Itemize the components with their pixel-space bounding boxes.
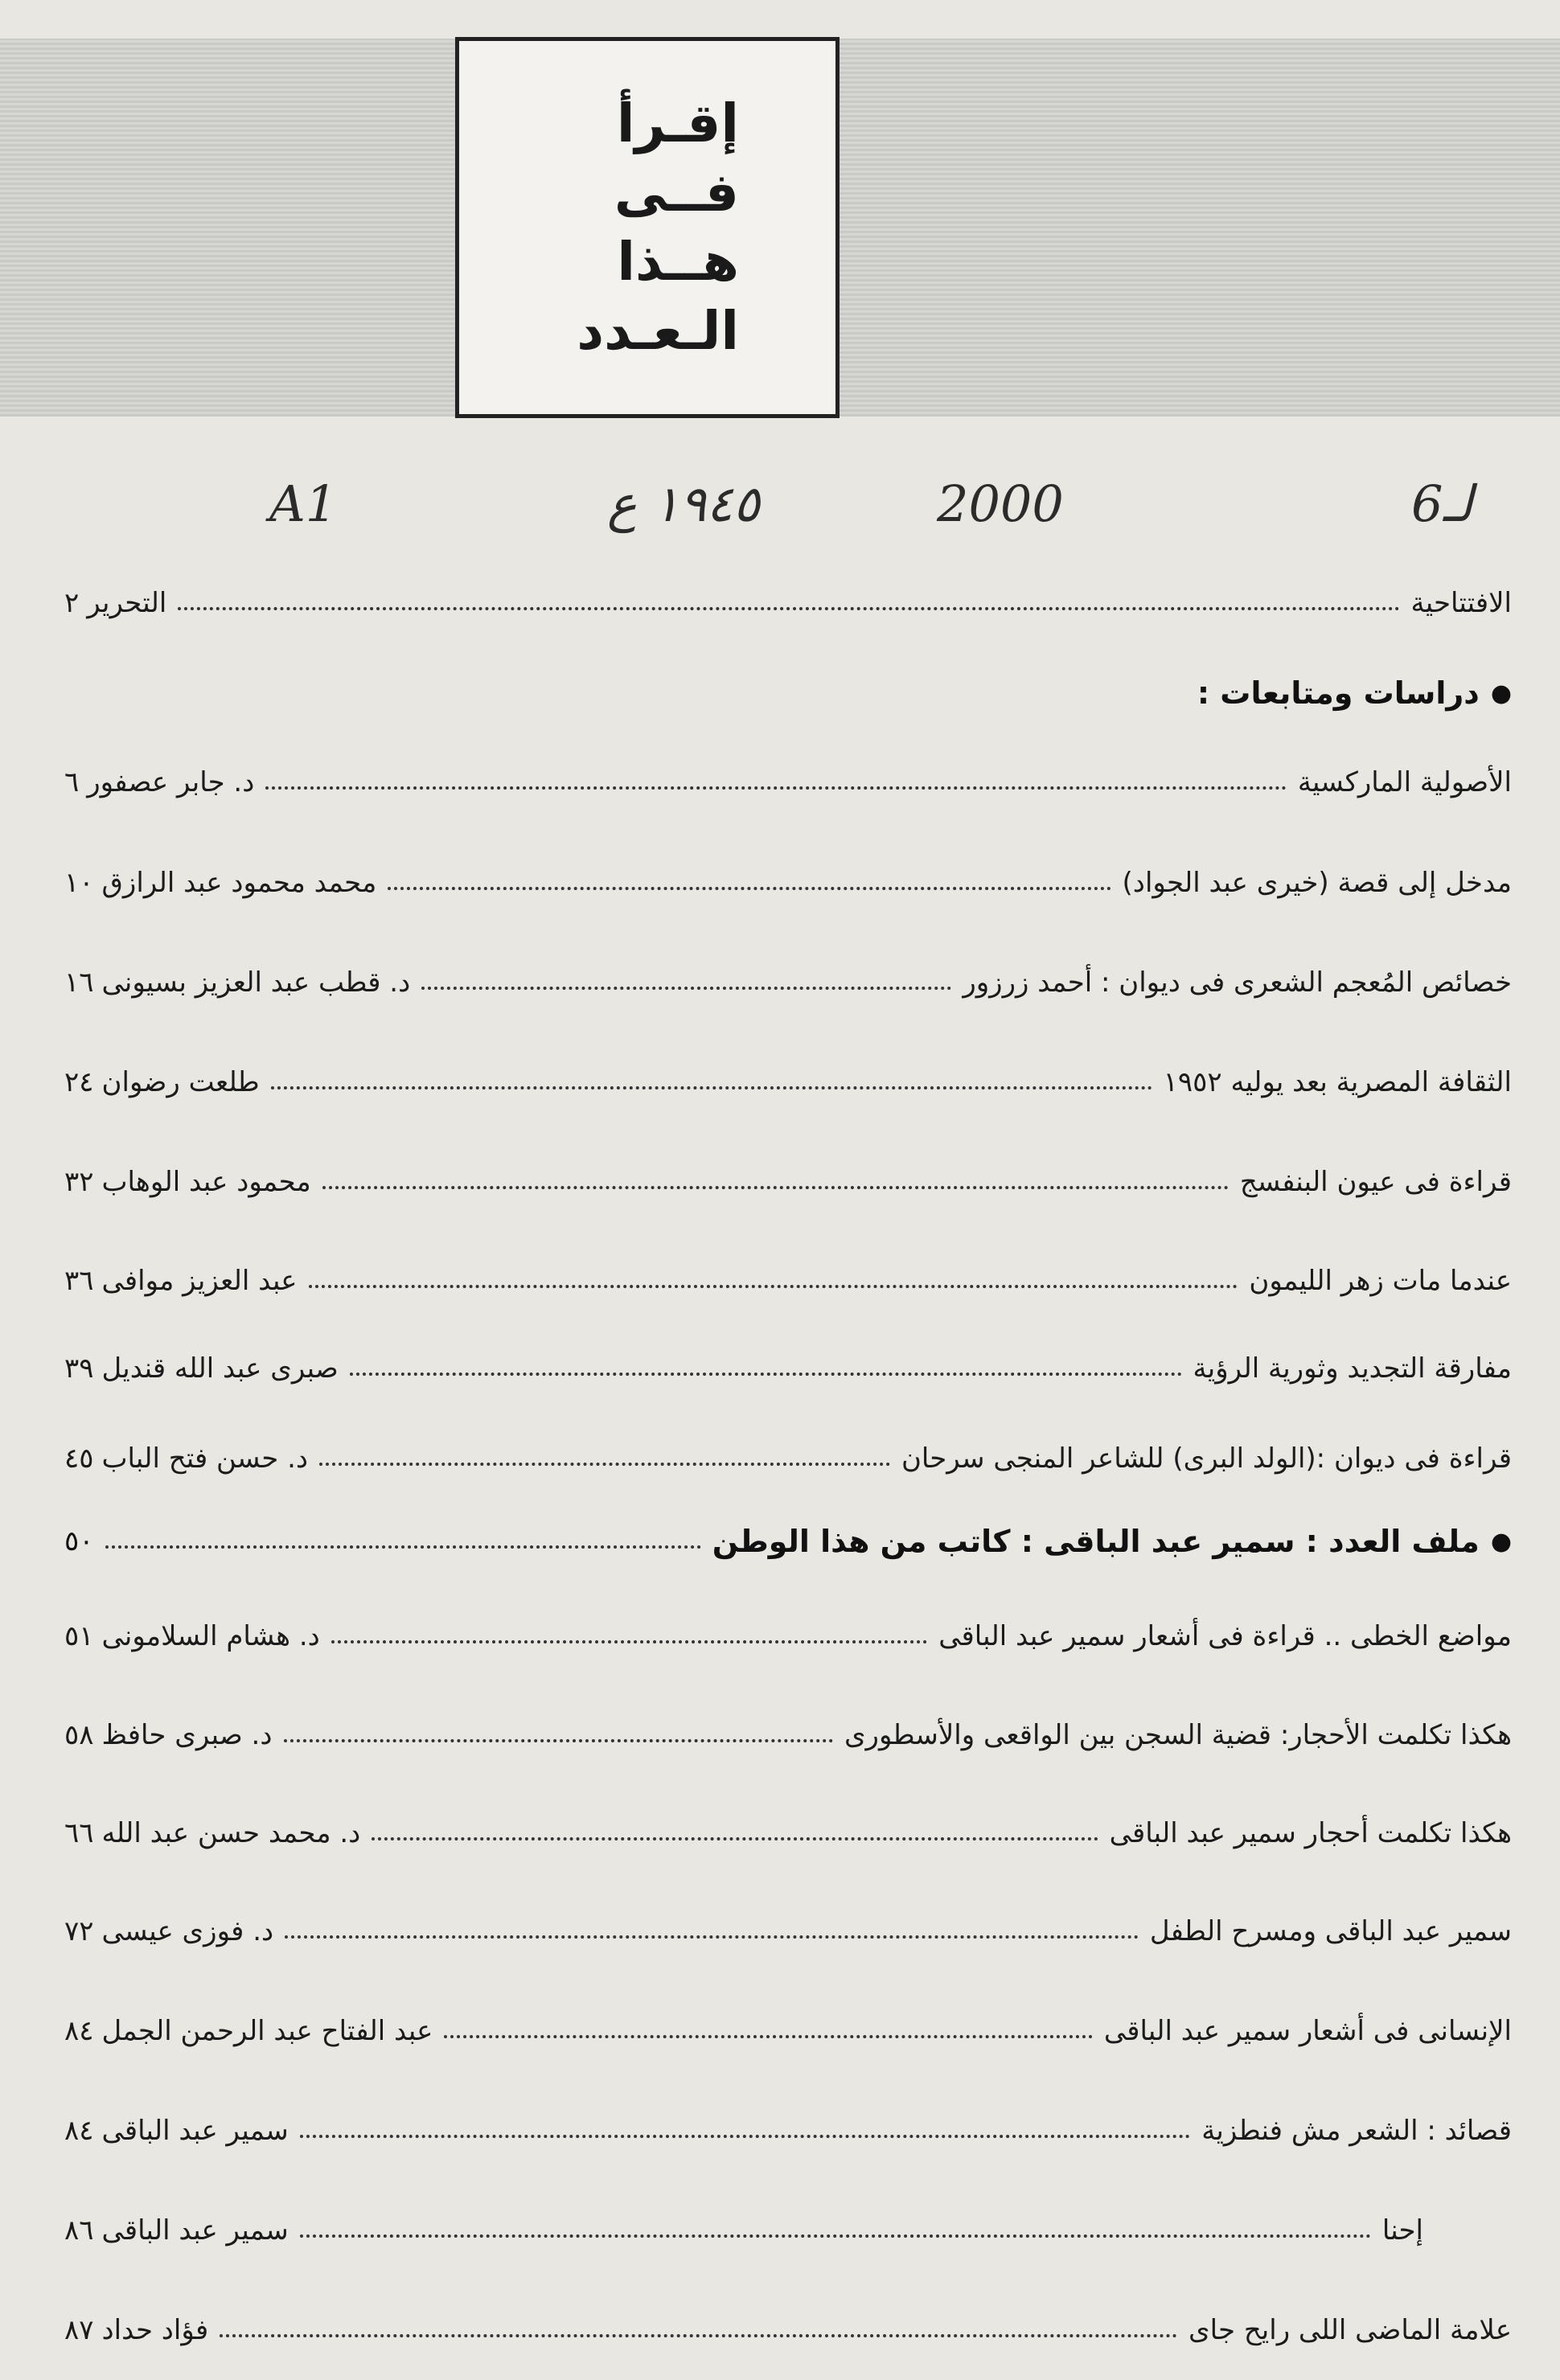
toc-row [64, 958, 1512, 1007]
toc-row [64, 1434, 1512, 1483]
toc-row [64, 1344, 1512, 1393]
toc-page: ٢٤ [64, 1066, 94, 1098]
toc-page: ٦٦ [64, 1817, 94, 1849]
toc-author: التحرير [87, 587, 167, 619]
leader-dots [421, 987, 951, 990]
toc-title: قراءة فى ديوان :(الولد البرى) للشاعر المنجى سرحان [901, 1442, 1512, 1475]
leader-dots [220, 2334, 1177, 2337]
leader-dots [284, 1739, 833, 1742]
toc-page: ٤٥ [64, 1442, 94, 1475]
leader-dots [319, 1463, 890, 1466]
leader-dots [350, 1373, 1182, 1376]
toc-title: مدخل إلى قصة (خيرى عبد الجواد) [1122, 867, 1512, 899]
toc-author: د. صبرى حافظ [101, 1719, 273, 1751]
toc-row [64, 1907, 1512, 1955]
leader-dots [271, 1086, 1152, 1089]
toc-title: خصائص المُعجم الشعرى فى ديوان : أحمد زرزور [963, 966, 1512, 999]
toc-row [64, 2306, 1512, 2354]
toc-page: ١٦ [64, 966, 94, 999]
toc-page: ٥١ [64, 1620, 94, 1652]
toc-row [64, 1809, 1512, 1857]
toc-page: ٥٨ [64, 1719, 94, 1751]
section-heading-dossier [64, 1516, 1512, 1567]
leader-dots [309, 1285, 1238, 1288]
toc-row [64, 2007, 1512, 2055]
toc-row [64, 1612, 1512, 1660]
toc-page: ٧٢ [64, 1915, 94, 1947]
toc-page: ٢ [64, 587, 80, 619]
issue-title-box [455, 37, 840, 418]
toc-row [64, 1711, 1512, 1759]
toc-author: محمود عبد الوهاب [101, 1166, 311, 1198]
title-line-3: هــذا [617, 231, 739, 293]
toc-title: قصائد : الشعر مش فنطزية [1201, 2115, 1512, 2147]
toc-author: د. فوزى عيسى [101, 1915, 274, 1947]
toc-row [64, 1257, 1512, 1305]
toc-row [64, 2107, 1512, 2155]
section-title: دراسات ومتابعات : [1197, 675, 1480, 711]
toc-row [64, 1058, 1512, 1106]
toc-page: ٨٤ [64, 2015, 94, 2047]
leader-dots [105, 1545, 701, 1549]
bullet-icon: ● [1490, 679, 1512, 708]
leader-dots [331, 1640, 927, 1643]
toc-author: سمير عبد الباقى [101, 2115, 289, 2147]
toc-page: ٣٦ [64, 1265, 94, 1297]
leader-dots [285, 1935, 1139, 1939]
leader-dots [178, 607, 1399, 610]
toc-title: هكذا تكلمت أحجار سمير عبد الباقى [1109, 1817, 1512, 1849]
toc-title: سمير عبد الباقى ومسرح الطفل [1149, 1915, 1512, 1947]
toc-title: إحنا [1381, 2214, 1423, 2247]
toc-author: طلعت رضوان [101, 1066, 260, 1098]
handwritten-year: 2000 [937, 474, 1064, 533]
section-title: ملف العدد : سمير عبد الباقى : كاتب من هذا الوطن [712, 1524, 1480, 1559]
leader-dots [300, 2234, 1371, 2238]
title-line-2: فــى [614, 162, 739, 224]
toc-page: ١٠ [64, 867, 94, 899]
toc-title: الأصولية الماركسية [1297, 766, 1512, 798]
toc-page: ٦ [64, 766, 80, 798]
toc-author: سمير عبد الباقى [101, 2214, 289, 2247]
toc-row [64, 2206, 1512, 2255]
section-heading-studies [64, 667, 1512, 719]
toc-row [64, 758, 1512, 806]
leader-dots [372, 1837, 1098, 1840]
title-line-4: الـعـدد [577, 300, 739, 362]
leader-dots [265, 786, 1286, 790]
toc-title: مفارقة التجديد وثورية الرؤية [1193, 1352, 1512, 1385]
leader-dots [388, 887, 1110, 890]
title-line-1: إقـرأ [616, 92, 739, 154]
toc-author: صبرى عبد الله قنديل [101, 1352, 339, 1385]
toc-title: هكذا تكلمت الأحجار: قضية السجن بين الواقعى والأسطورى [844, 1719, 1512, 1751]
toc-author: فؤاد حداد [101, 2314, 209, 2346]
toc-page: ٨٤ [64, 2115, 94, 2147]
toc-author: عبد الفتاح عبد الرحمن الجمل [101, 2015, 433, 2047]
toc-page: ٣٢ [64, 1166, 94, 1198]
toc-title: الإنسانى فى أشعار سمير عبد الباقى [1103, 2015, 1512, 2047]
toc-page: ٨٦ [64, 2214, 94, 2247]
toc-author: د. جابر عصفور [87, 766, 255, 798]
toc-page: ٣٩ [64, 1352, 94, 1385]
toc-author: د. محمد حسن عبد الله [101, 1817, 361, 1849]
toc-title: عندما مات زهر الليمون [1249, 1265, 1512, 1297]
toc-title: الثقافة المصرية بعد يوليه ١٩٥٢ [1163, 1066, 1512, 1098]
toc-title: قراءة فى عيون البنفسج [1239, 1166, 1512, 1198]
toc-row-opening [64, 579, 1512, 627]
toc-author: محمد محمود عبد الرازق [101, 867, 377, 899]
toc-title: مواضع الخطى .. قراءة فى أشعار سمير عبد الباقى [938, 1620, 1512, 1652]
handwritten-right: 6لـ [1411, 474, 1473, 533]
toc-title: الافتتاحية [1410, 587, 1512, 619]
bullet-icon: ● [1490, 1527, 1512, 1556]
leader-dots [300, 2135, 1190, 2138]
toc-author: عبد العزيز موافى [101, 1265, 298, 1297]
toc-row [64, 859, 1512, 907]
handwritten-code: ١٩٤٥ ع [607, 474, 760, 533]
toc-author: د. قطب عبد العزيز بسيونى [101, 966, 411, 999]
toc-page: ٨٧ [64, 2314, 94, 2346]
toc-row [64, 1158, 1512, 1206]
toc-author: د. هشام السلامونى [101, 1620, 320, 1652]
toc-title: علامة الماضى اللى رايح جاى [1188, 2314, 1512, 2346]
handwritten-left: A1 [269, 474, 338, 533]
leader-dots [322, 1186, 1229, 1189]
leader-dots [444, 2035, 1092, 2038]
toc-author: د. حسن فتح الباب [101, 1442, 309, 1475]
toc-page: ٥٠ [64, 1525, 94, 1557]
